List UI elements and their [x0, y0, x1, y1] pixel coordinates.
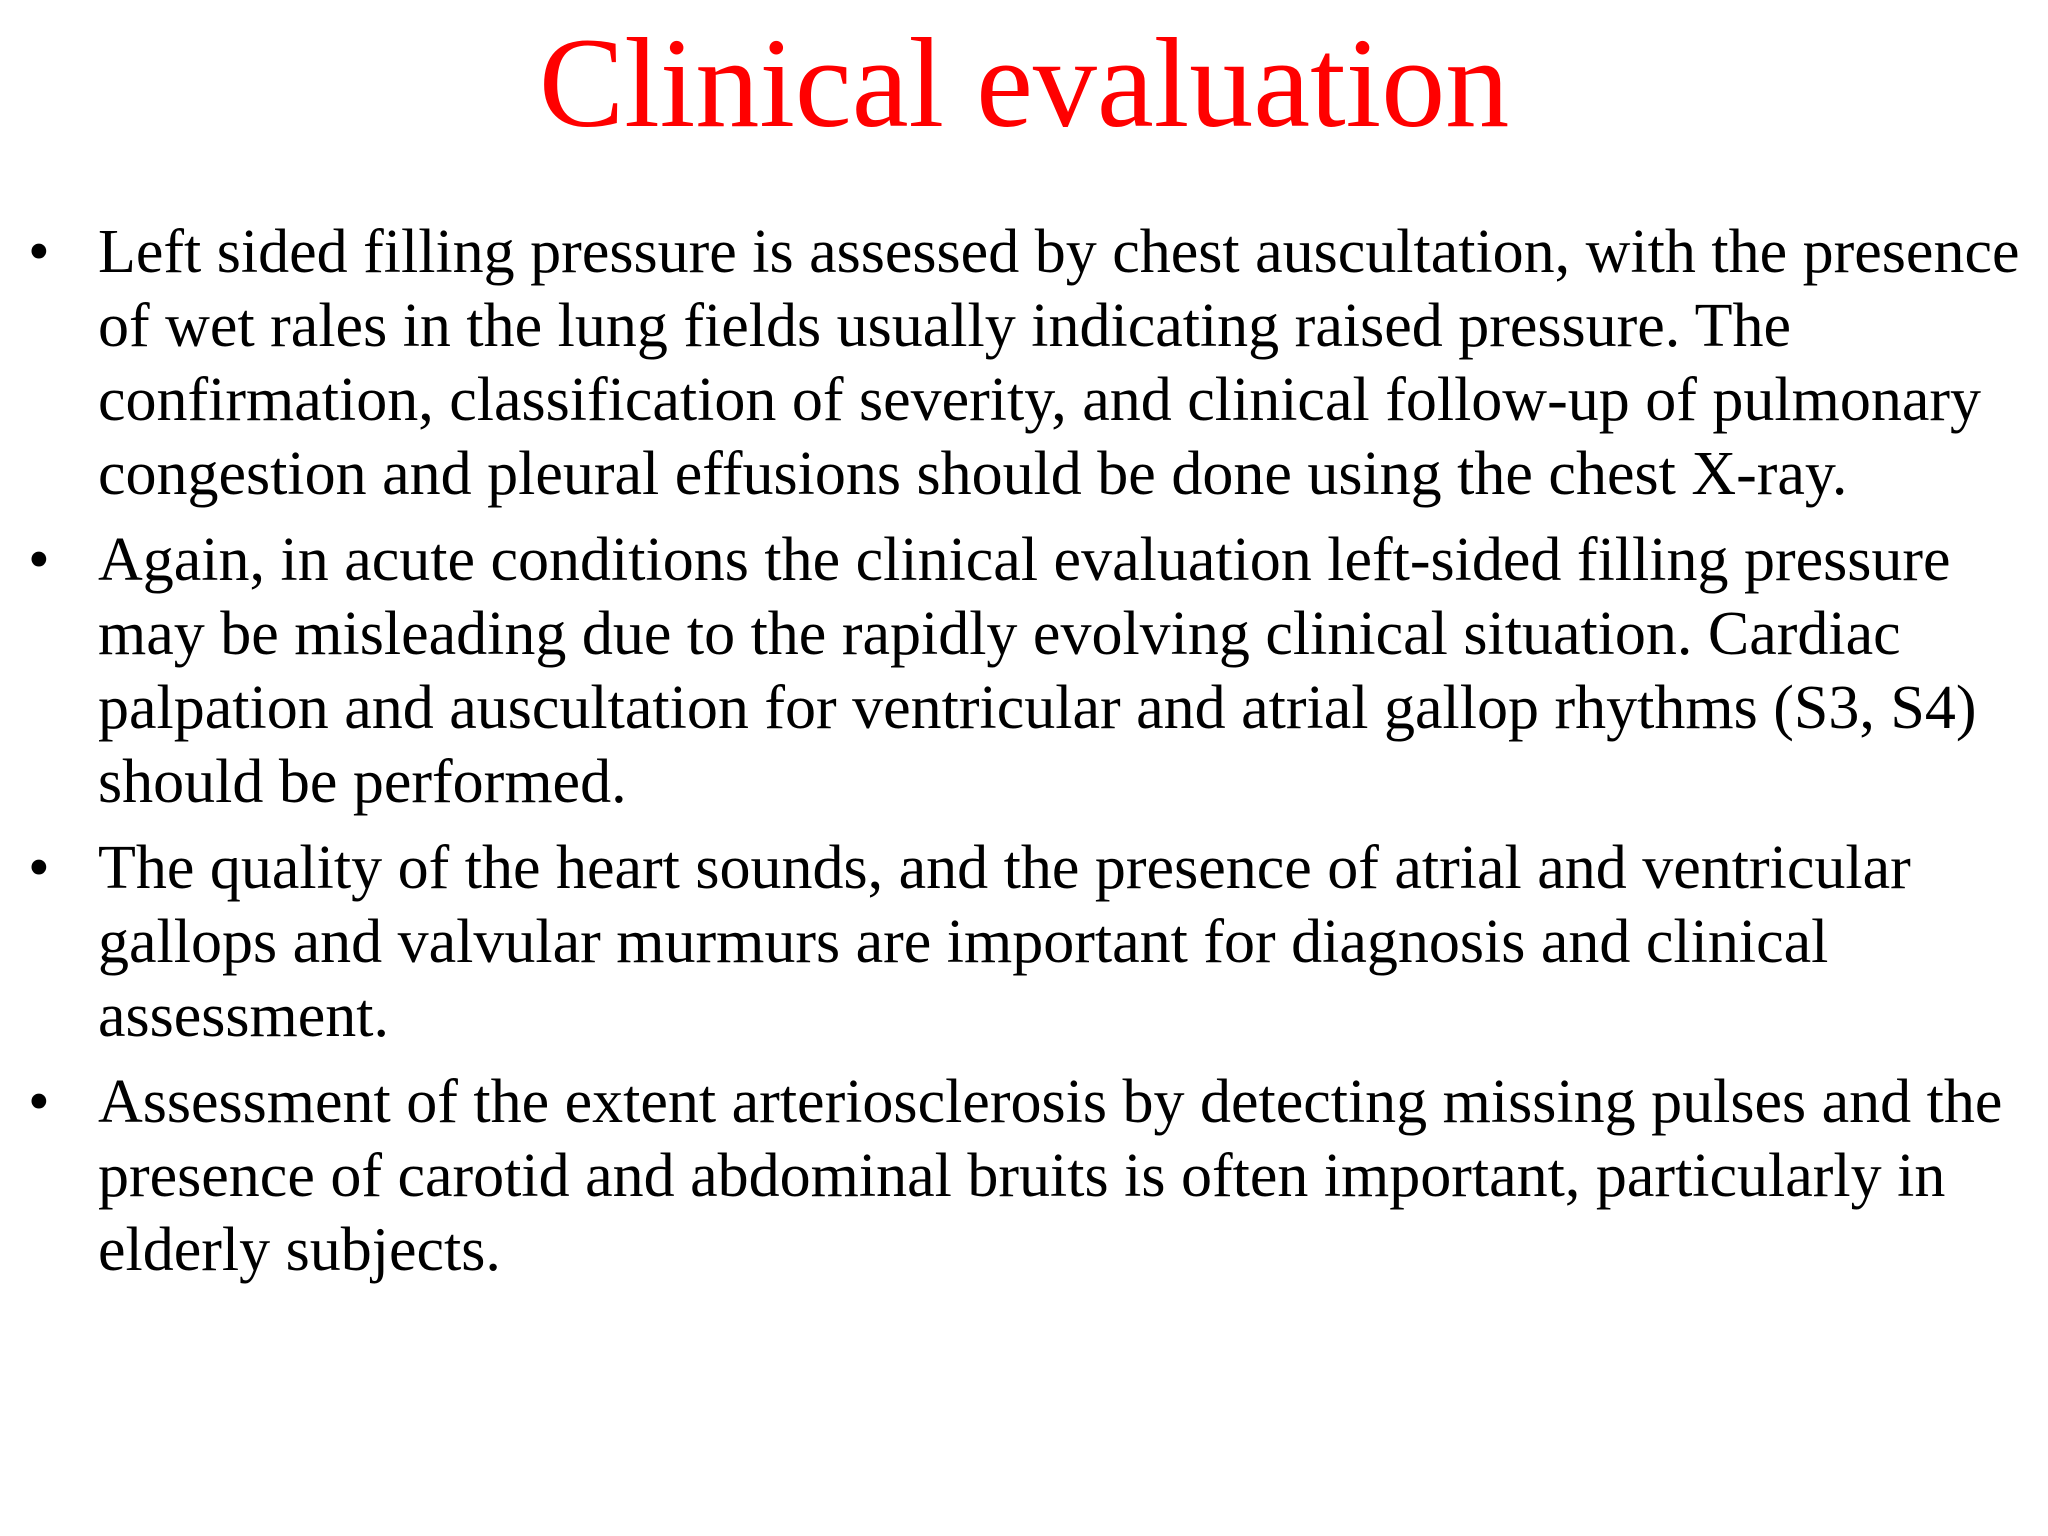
bullet-item	[0, 215, 2048, 511]
bullet-dot-icon: •	[28, 834, 50, 902]
slide-title: Clinical evaluation	[538, 12, 1510, 154]
bullet-item	[0, 831, 2048, 1053]
bullet-text: Again, in acute conditions the clinical evaluation left-sided filling pressure may be misleading due to the rapidly evolving clinical situation. Cardiac palpation and auscultation for ventricular and atrial gallop rhythms (S3, S4) should be performed.	[98, 526, 1977, 816]
bullet-item	[0, 523, 2048, 819]
bullet-dot-icon: •	[28, 218, 50, 286]
bullet-item	[0, 1065, 2048, 1287]
bullet-dot-icon: •	[28, 1068, 50, 1136]
bullet-text: Assessment of the extent arteriosclerosis by detecting missing pulses and the presence of carotid and abdominal bruits is often important, particularly in elderly subjects.	[98, 1068, 2003, 1284]
bullet-list	[0, 215, 2048, 1299]
bullet-text: The quality of the heart sounds, and the presence of atrial and ventricular gallops and valvular murmurs are important for diagnosis and clinical assessment.	[98, 834, 1911, 1050]
bullet-dot-icon: •	[28, 526, 50, 594]
bullet-text: Left sided filling pressure is assessed by chest auscultation, with the presence of wet rales in the lung fields usually indicating raised pressure. The confirmation, classification of severity, and clinical follow-up of pulmonary congestion and pleural effusions should be done using the chest X-ray.	[98, 218, 2020, 508]
